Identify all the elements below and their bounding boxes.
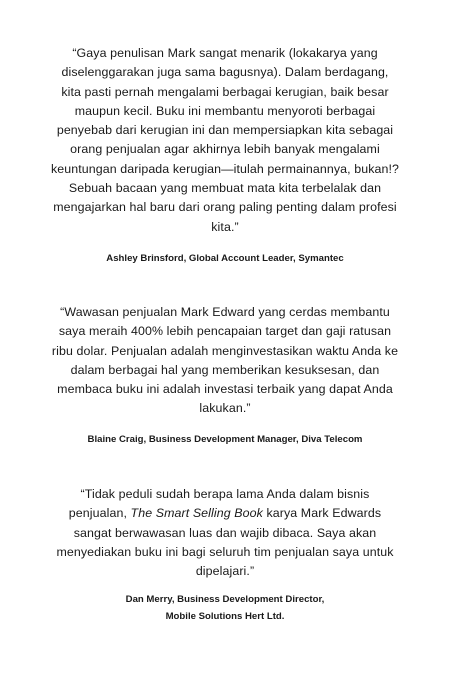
testimonial-ashley-brinsford: [50, 44, 400, 267]
attribution-line-1: Dan Merry, Business Development Director,: [125, 594, 325, 606]
testimonial-dan-merry: [50, 485, 400, 625]
testimonial-attribution: Blaine Craig, Business Development Manager, Diva Telecom: [87, 433, 363, 445]
testimonial-blaine-craig: [50, 303, 400, 448]
quote-text-before: “Tidak peduli sudah berapa lama Anda dalam bisnis penjualan,: [68, 487, 370, 521]
attribution-line-2: Mobile Solutions Hert Ltd.: [165, 611, 285, 623]
book-title-italic: The Smart Selling Book: [130, 506, 263, 521]
testimonial-quote: “Gaya penulisan Mark sangat menarik (lokakarya yang diselenggarakan juga sama bagusnya). Dalam berdagang, kita pasti pernah mengalami berbagai kerugian, baik besar maupun kecil. Buku ini membantu menyoroti berbagai penyebab dari kerugian ini dan mempersiapkan kita sebagai orang penjualan agar akhirnya lebih banyak mengalami keuntungan daripada kerugian—itulah permainannya, bukan!? Sebuah bacaan yang membuat mata kita terbelalak dan mengajarkan hal baru dari orang paling penting dalam profesi kita.”: [50, 46, 400, 234]
testimonial-quote: [50, 485, 400, 581]
testimonial-quote: “Wawasan penjualan Mark Edward yang cerdas membantu saya meraih 400% lebih pencapaian target dan gaji ratusan ribu dolar. Penjualan adalah menginvestasikan waktu Anda ke dalam berbagai hal yang memberikan kesuksesan, dan membaca buku ini adalah investasi terbaik yang dapat Anda lakukan.”: [51, 305, 399, 416]
quote-text-after: karya Mark Edwards sangat berwawasan luas dan wajib dibaca. Saya akan menyediakan buku ini bagi seluruh tim penjualan saya untuk dipelajari.”: [56, 506, 394, 579]
testimonial-attribution: Ashley Brinsford, Global Account Leader, Symantec: [106, 252, 344, 264]
testimonial-attribution: [50, 591, 400, 625]
